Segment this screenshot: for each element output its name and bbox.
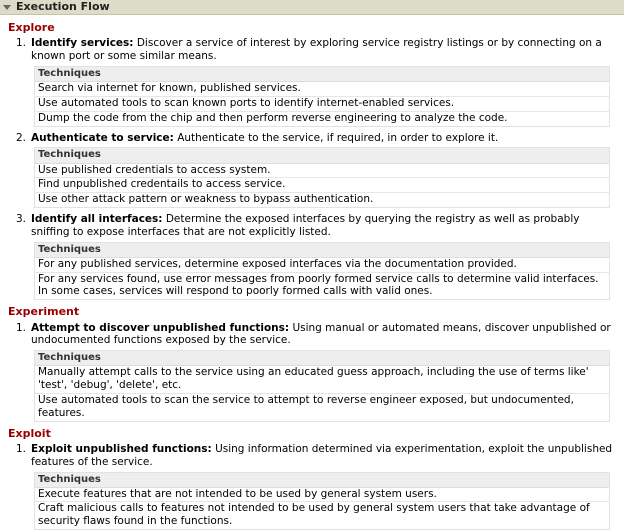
step-label: Attempt to discover unpublished functions: bbox=[31, 322, 289, 334]
technique-row: Use published credentials to access system. bbox=[35, 164, 609, 179]
step-description bbox=[31, 213, 616, 239]
technique-row: Search via internet for known, published services. bbox=[35, 82, 609, 97]
phase-section bbox=[8, 21, 616, 300]
step-description bbox=[31, 132, 616, 145]
step-text: Determine the exposed interfaces by querying the registry as well as probably sniffing to expose interfaces that are not explicitly listed. bbox=[31, 213, 579, 238]
technique-row: Use automated tools to scan the service to attempt to reverse engineer exposed, but undocumented, features. bbox=[35, 394, 609, 421]
technique-row: Dump the code from the chip and then perform reverse engineering to analyze the code. bbox=[35, 112, 609, 126]
techniques-table bbox=[34, 242, 610, 301]
technique-row: Craft malicious calls to features not intended to be used by general system users that take advantage of security flaws found in the functions. bbox=[35, 502, 609, 529]
step-item bbox=[8, 443, 616, 469]
section-header[interactable] bbox=[0, 0, 624, 15]
step-item bbox=[8, 37, 616, 63]
step-description bbox=[31, 443, 616, 469]
techniques-table bbox=[34, 350, 610, 421]
techniques-table bbox=[34, 147, 610, 208]
technique-row: Use other attack pattern or weakness to bypass authentication. bbox=[35, 193, 609, 207]
techniques-header: Techniques bbox=[35, 473, 609, 488]
technique-row: Manually attempt calls to the service using an educated guess approach, including the use of terms like' 'test', 'debug', 'delete', etc. bbox=[35, 366, 609, 394]
technique-row: For any services found, use error messages from poorly formed service calls to determine valid interfaces. In some cases, services will respond to poorly formed calls with valid ones. bbox=[35, 273, 609, 300]
phase-title: Exploit bbox=[8, 427, 616, 440]
step-number: 1. bbox=[8, 322, 31, 348]
phase-title: Experiment bbox=[8, 305, 616, 318]
step-label: Exploit unpublished functions: bbox=[31, 443, 212, 455]
phase-section bbox=[8, 427, 616, 530]
step-number: 1. bbox=[8, 37, 31, 63]
step-text: Using manual or automated means, discover unpublished or undocumented functions exposed by the service. bbox=[31, 322, 611, 347]
technique-row: For any published services, determine exposed interfaces via the documentation provided. bbox=[35, 258, 609, 273]
step-label: Authenticate to service: bbox=[31, 132, 174, 144]
step-text: Authenticate to the service, if required, in order to explore it. bbox=[177, 132, 498, 144]
step-description bbox=[31, 37, 616, 63]
collapse-triangle-icon[interactable] bbox=[3, 5, 11, 10]
section-title: Execution Flow bbox=[16, 0, 110, 13]
technique-row: Use automated tools to scan known ports to identify internet-enabled services. bbox=[35, 97, 609, 112]
techniques-header: Techniques bbox=[35, 67, 609, 82]
phase-section bbox=[8, 305, 616, 421]
step-text: Using information determined via experimentation, exploit the unpublished features of the service. bbox=[31, 443, 612, 468]
techniques-header: Techniques bbox=[35, 243, 609, 258]
step-item bbox=[8, 322, 616, 348]
step-label: Identify all interfaces: bbox=[31, 213, 163, 225]
step-label: Identify services: bbox=[31, 37, 134, 49]
step-item bbox=[8, 132, 616, 145]
step-number: 3. bbox=[8, 213, 31, 239]
step-number: 1. bbox=[8, 443, 31, 469]
technique-row: Find unpublished credentails to access service. bbox=[35, 178, 609, 193]
step-number: 2. bbox=[8, 132, 31, 145]
phase-title: Explore bbox=[8, 21, 616, 34]
step-text: Discover a service of interest by exploring service registry listings or by connecting on a known port or some similar means. bbox=[31, 37, 602, 62]
step-item bbox=[8, 213, 616, 239]
techniques-table bbox=[34, 472, 610, 530]
technique-row: Execute features that are not intended to be used by general system users. bbox=[35, 488, 609, 503]
techniques-table bbox=[34, 66, 610, 127]
techniques-header: Techniques bbox=[35, 148, 609, 163]
techniques-header: Techniques bbox=[35, 351, 609, 366]
step-description bbox=[31, 322, 616, 348]
execution-flow-content bbox=[0, 15, 624, 530]
